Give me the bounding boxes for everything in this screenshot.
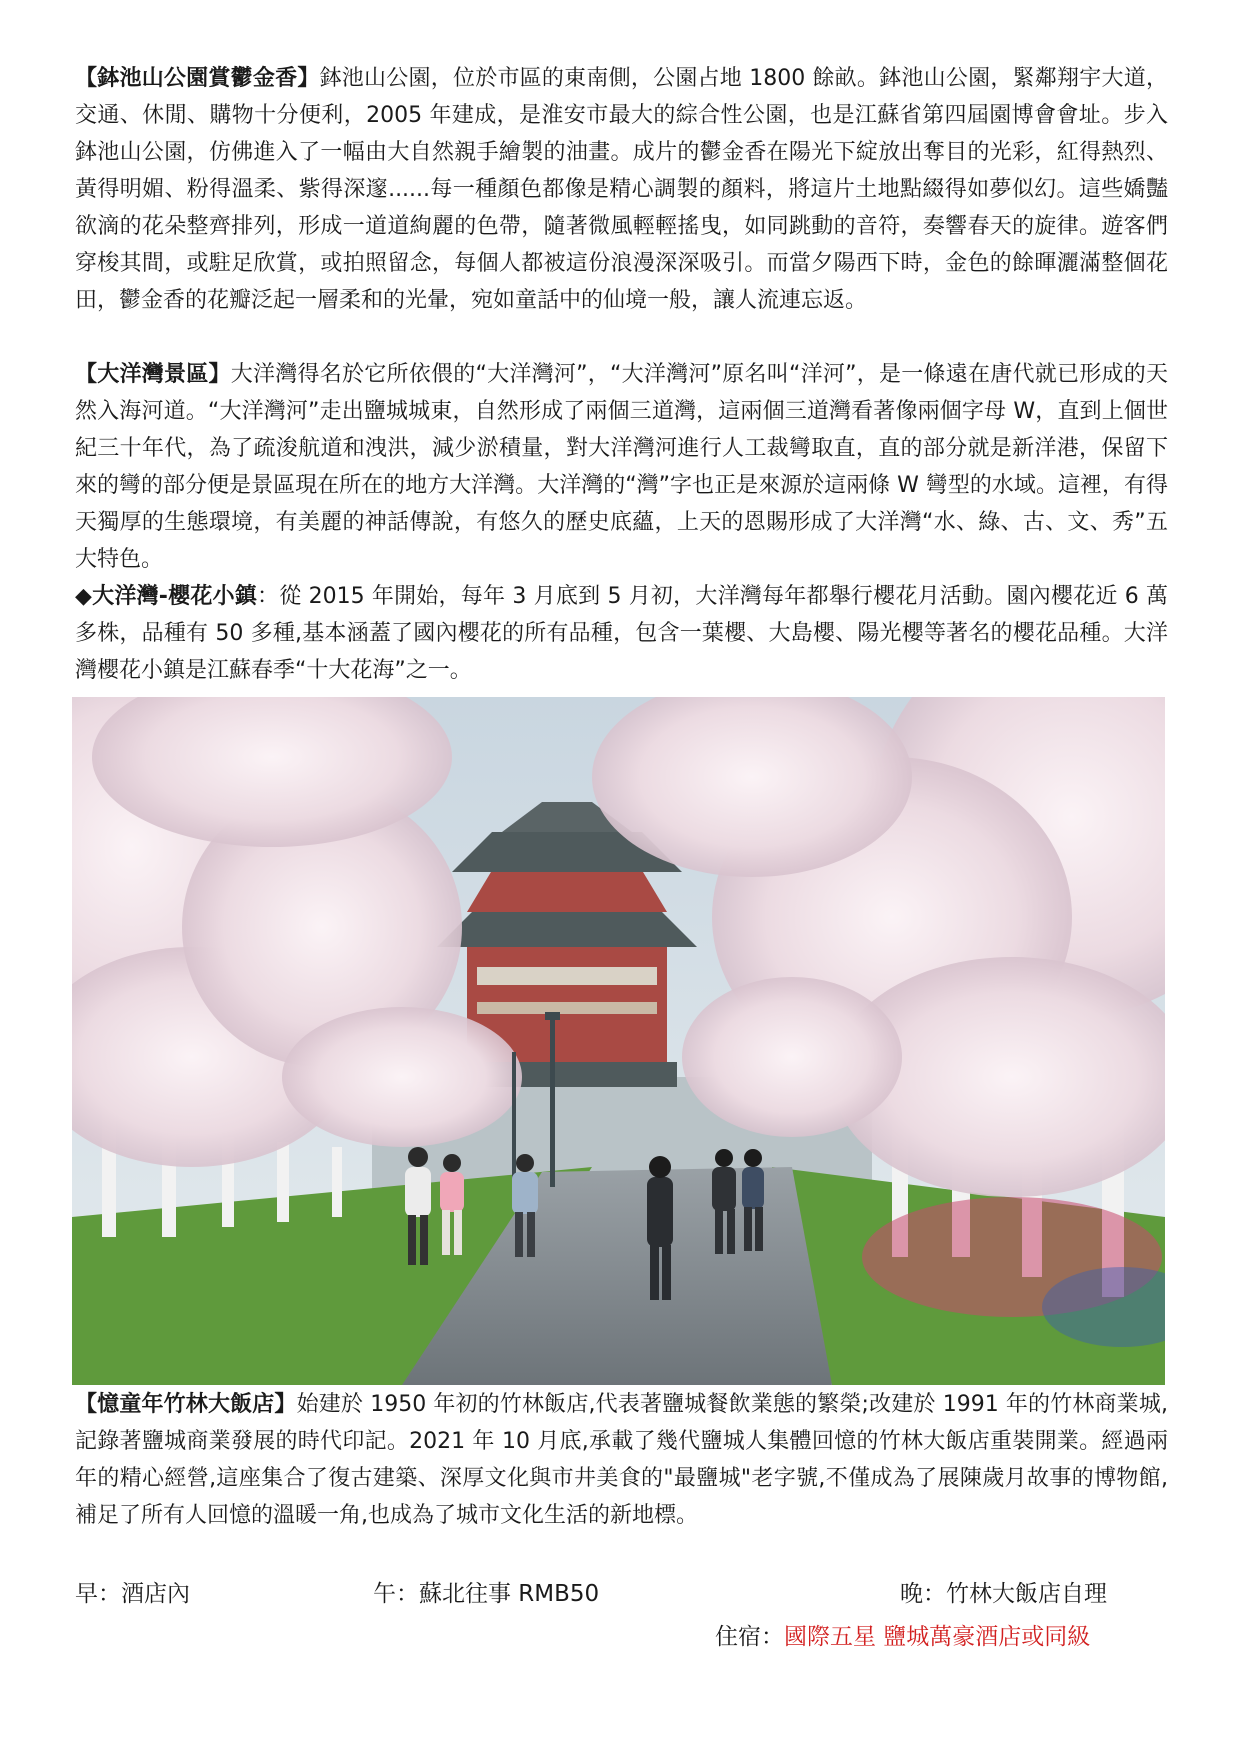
sakura-town-title: ◆大洋灣-櫻花小鎮	[75, 584, 258, 609]
accommodation-label: 住宿：	[715, 1624, 784, 1650]
dayangwan-body: 大洋灣得名於它所依偎的“大洋灣河”，“大洋灣河”原名叫“洋河”，是一條遠在唐代就已形成的天然入海河道。“大洋灣河”走出鹽城城東，自然形成了兩個三道灣，這兩個三道灣看著像兩個字母 W，直到上個世紀三十年代，為了疏浚航道和洩洪，減少淤積量，對大洋灣河進行人工裁彎取直，直的部分就是新洋港，保留下來的彎的部分便是景區現在所在的地方大洋灣。大洋灣的“灣”字也正是來源於這兩條 W 彎型的水域。這裡，有得天獨厚的生態環境，有美麗的神話傳說，有悠久的歷史底蘊，上天的恩賜形成了大洋灣“水、綠、古、文、秀”五大特色。	[75, 362, 1168, 572]
dinner-info: 晚：竹林大飯店自理	[900, 1581, 1107, 1607]
bochi-park-title: 【鉢池山公園賞鬱金香】	[75, 66, 320, 91]
lunch-info: 午：蘇北往事 RMB50	[373, 1581, 600, 1607]
sakura-town-body: ：從 2015 年開始，每年 3 月底到 5 月初，大洋灣每年都舉行櫻花月活動。園內櫻花近 6 萬多株，品種有 50 多種,基本涵蓋了國內櫻花的所有品種，包含一葉櫻、大島櫻、陽光櫻等著名的櫻花品種。大洋灣櫻花小鎮是江蘇春季“十大花海”之一。	[75, 584, 1168, 683]
accommodation-info	[715, 1618, 1090, 1651]
dayangwan-paragraph	[75, 356, 1168, 578]
sakura-town-paragraph	[75, 578, 1168, 689]
bochi-park-paragraph	[75, 60, 1168, 319]
accommodation-hotel: 國際五星 鹽城萬豪酒店或同級	[784, 1624, 1091, 1650]
cherry-blossom-photo	[72, 697, 1165, 1385]
bochi-park-body: 鉢池山公園，位於市區的東南側，公園占地 1800 餘畝。鉢池山公園，緊鄰翔宇大道，交通、休閒、購物十分便利，2005 年建成，是淮安市最大的綜合性公園，也是江蘇省第四屆園博會會址。步入鉢池山公園，仿佛進入了一幅由大自然親手繪製的油畫。成片的鬱金香在陽光下綻放出奪目的光彩，紅得熱烈、黃得明媚、粉得溫柔、紫得深邃......每一種顏色都像是精心調製的顏料，將這片土地點綴得如夢似幻。這些嬌豔欲滴的花朵整齊排列，形成一道道絢麗的色帶，隨著微風輕輕搖曳，如同跳動的音符，奏響春天的旋律。遊客們穿梭其間，或駐足欣賞，或拍照留念，每個人都被這份浪漫深深吸引。而當夕陽西下時，金色的餘暉灑滿整個花田，鬱金香的花瓣泛起一層柔和的光暈，宛如童話中的仙境一般，讓人流連忘返。	[75, 66, 1168, 313]
zhulin-restaurant-body: 始建於 1950 年初的竹林飯店,代表著鹽城餐飲業態的繁榮;改建於 1991 年的竹林商業城,記錄著鹽城商業發展的時代印記。2021 年 10 月底,承載了幾代鹽城人集體回憶的竹林大飯店重裝開業。經過兩年的精心經營,這座集合了復古建築、深厚文化與市井美食的"最鹽城"老字號,不僅成為了展陳歲月故事的博物館,補足了所有人回憶的溫暖一角,也成為了城市文化生活的新地標。	[75, 1392, 1168, 1528]
zhulin-restaurant-title: 【憶童年竹林大飯店】	[75, 1392, 297, 1417]
dayangwan-title: 【大洋灣景區】	[75, 362, 231, 387]
breakfast-info: 早：酒店內	[75, 1581, 190, 1607]
zhulin-restaurant-paragraph	[75, 1386, 1168, 1534]
